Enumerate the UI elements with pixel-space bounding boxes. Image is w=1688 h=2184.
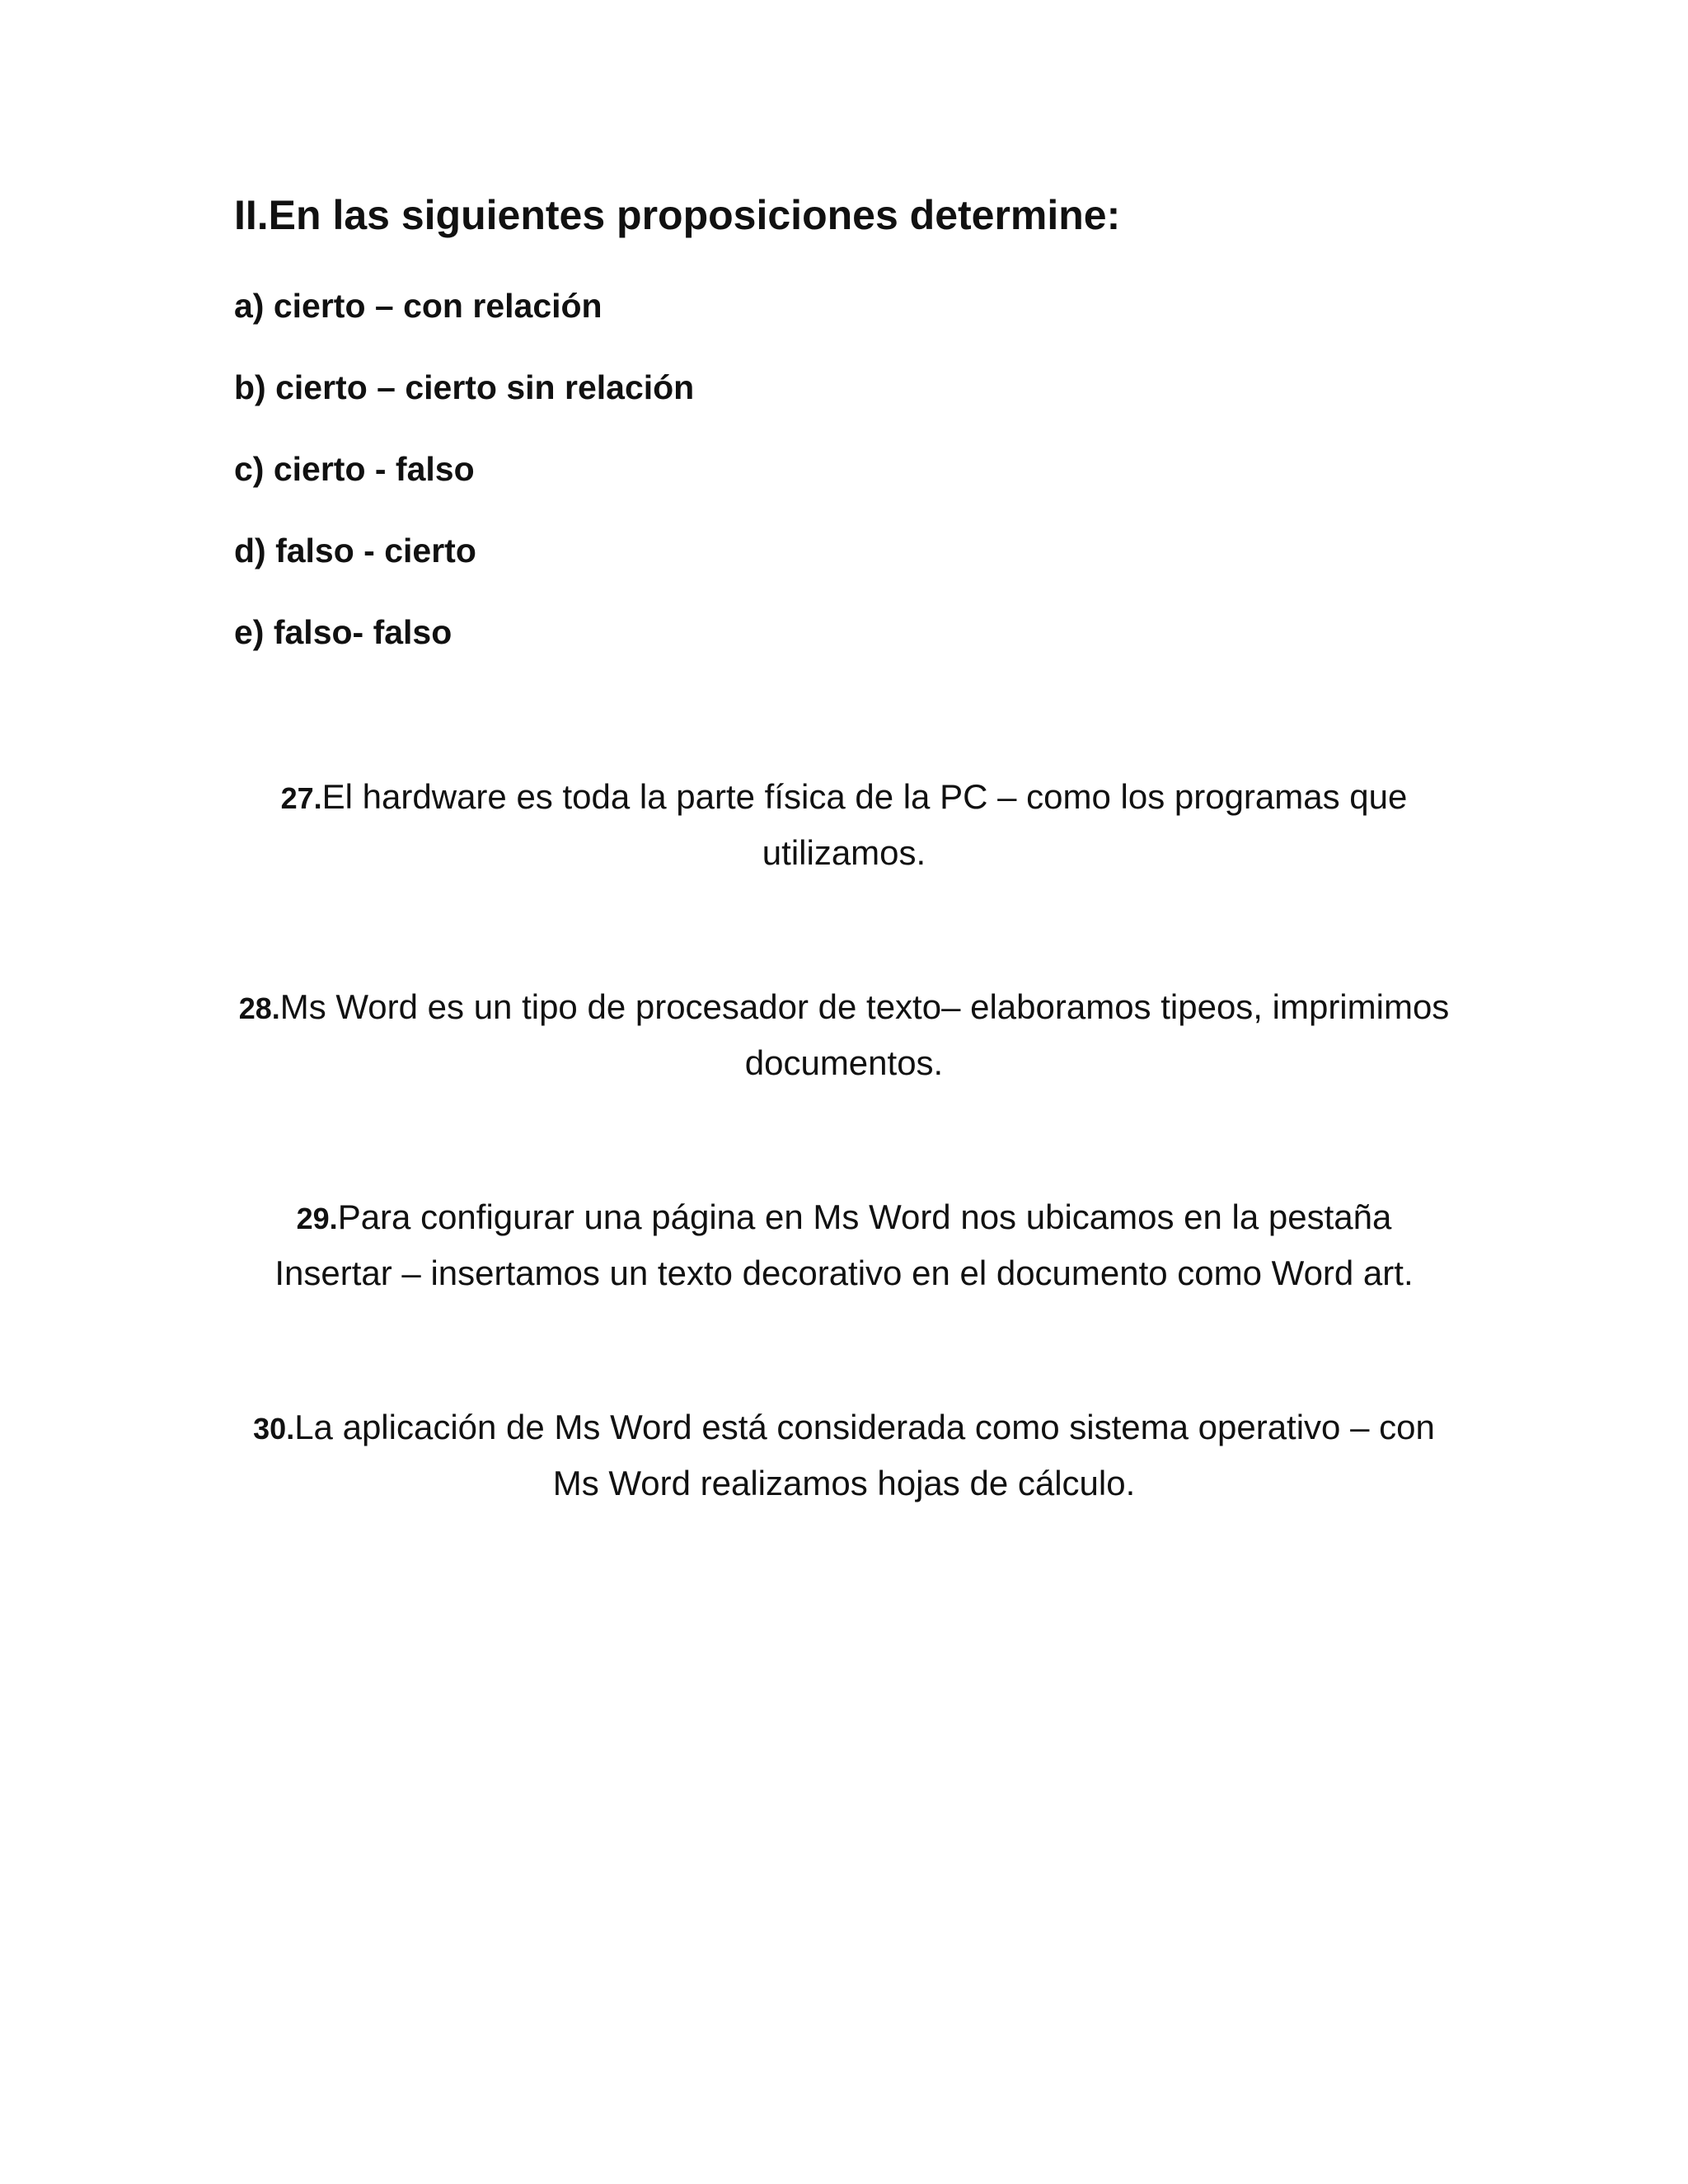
question-27	[234, 770, 1454, 880]
question-number: 28.	[238, 991, 280, 1025]
option-b: b) cierto – cierto sin relación	[234, 368, 695, 406]
option-a: a) cierto – con relación	[234, 287, 603, 325]
option-d: d) falso - cierto	[234, 532, 476, 569]
question-text: La aplicación de Ms Word está considerada como sistema operativo – con Ms Word realizamos hojas de cálculo.	[294, 1408, 1435, 1502]
question-29	[234, 1190, 1454, 1301]
question-text: Ms Word es un tipo de procesador de texto– elaboramos tipeos, imprimimos documentos.	[279, 987, 1450, 1082]
question-text: El hardware es toda la parte física de la PC – como los programas que utilizamos.	[321, 777, 1408, 872]
question-number: 27.	[280, 781, 322, 815]
option-e: e) falso- falso	[234, 613, 452, 651]
section-title: II.En las siguientes proposiciones determine:	[234, 192, 1121, 238]
option-c: c) cierto - falso	[234, 450, 475, 488]
question-number: 30.	[253, 1412, 295, 1446]
question-number: 29.	[296, 1202, 338, 1235]
question-28	[234, 980, 1454, 1090]
question-30	[234, 1400, 1454, 1511]
question-text: Para configurar una página en Ms Word nos ubicamos en la pestaña Insertar – insertamos un texto decorativo en el documento como Word art.	[274, 1197, 1414, 1292]
